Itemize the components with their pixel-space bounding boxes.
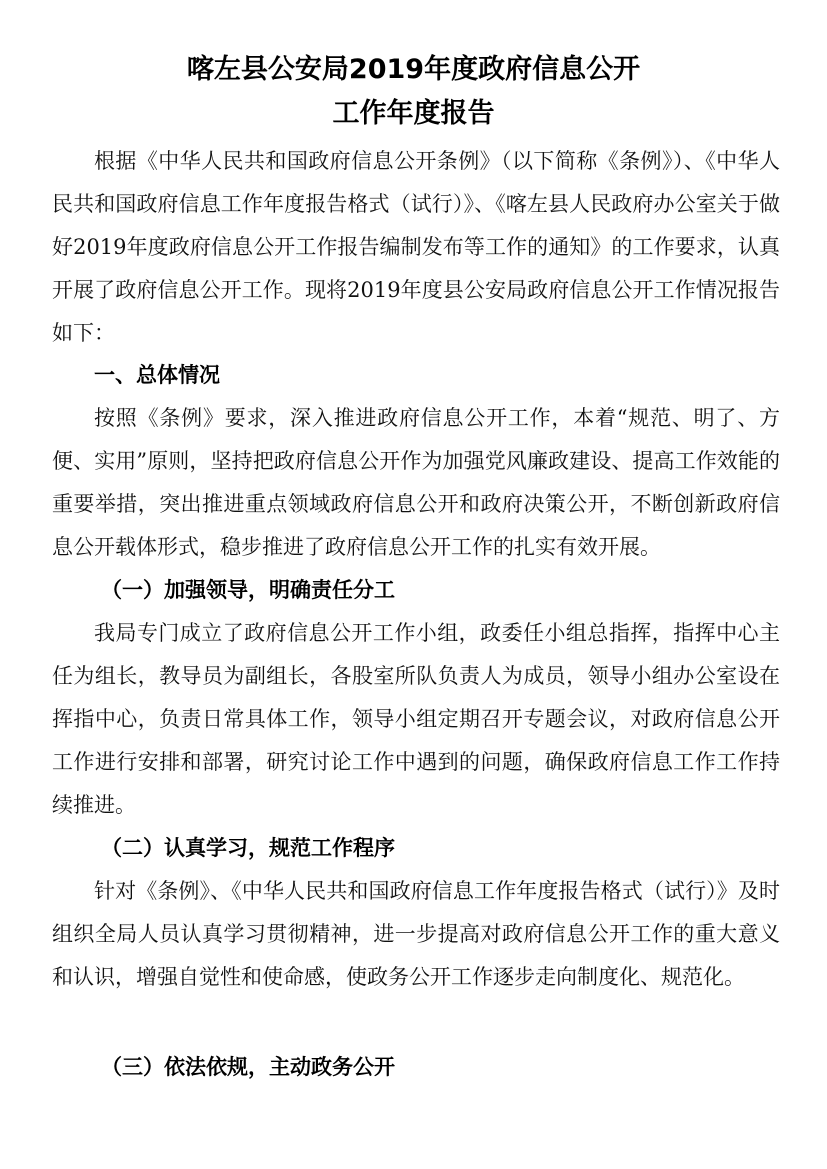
document-title-line-1: 喀左县公安局2019年度政府信息公开 bbox=[186, 54, 641, 85]
subsection-3-heading: （三）依法依规，主动政务公开 bbox=[101, 1055, 395, 1079]
subsection-1-heading: （一）加强领导，明确责任分工 bbox=[101, 578, 395, 602]
subsection-2-paragraph: 针对《条例》、《中华人民共和国政府信息工作年度报告格式（试行）》及时组织全局人员认真学习贯彻精神，进一步提高对政府信息公开工作的重大意义和认识，增强自觉性和使命感，使政务公开工作逐步走向制度化、规范化。 bbox=[52, 879, 780, 989]
document-title-line-2: 工作年度报告 bbox=[332, 98, 495, 129]
subsection-1-paragraph: 我局专门成立了政府信息公开工作小组，政委任小组总指挥，指挥中心主任为组长，教导员为副组长，各股室所队负责人为成员，领导小组办公室设在挥指中心，负责日常具体工作，领导小组定期召开专题会议，对政府信息公开工作进行安排和部署，研究讨论工作中遇到的问题，确保政府信息工作工作持续推进。 bbox=[52, 621, 780, 817]
subsection-2-heading: （二）认真学习，规范工作程序 bbox=[101, 836, 395, 860]
intro-paragraph: 根据《中华人民共和国政府信息公开条例》（以下简称《条例》）、《中华人民共和国政府信息工作年度报告格式（试行）》、《喀左县人民政府办公室关于做好2019年度政府信息公开工作报告编制发布等工作的通知》的工作要求，认真开展了政府信息公开工作。现将2019年度县公安局政府信息公开工作情况报告如下： bbox=[52, 149, 780, 345]
section-1-heading: 一、总体情况 bbox=[94, 363, 220, 387]
section-1-paragraph: 按照《条例》要求，深入推进政府信息公开工作，本着“规范、明了、方便、实用”原则，坚持把政府信息公开作为加强党风廉政建设、提高工作效能的重要举措，突出推进重点领域政府信息公开和政府决策公开，不断创新政府信息公开载体形式，稳步推进了政府信息公开工作的扎实有效开展。 bbox=[52, 406, 780, 559]
